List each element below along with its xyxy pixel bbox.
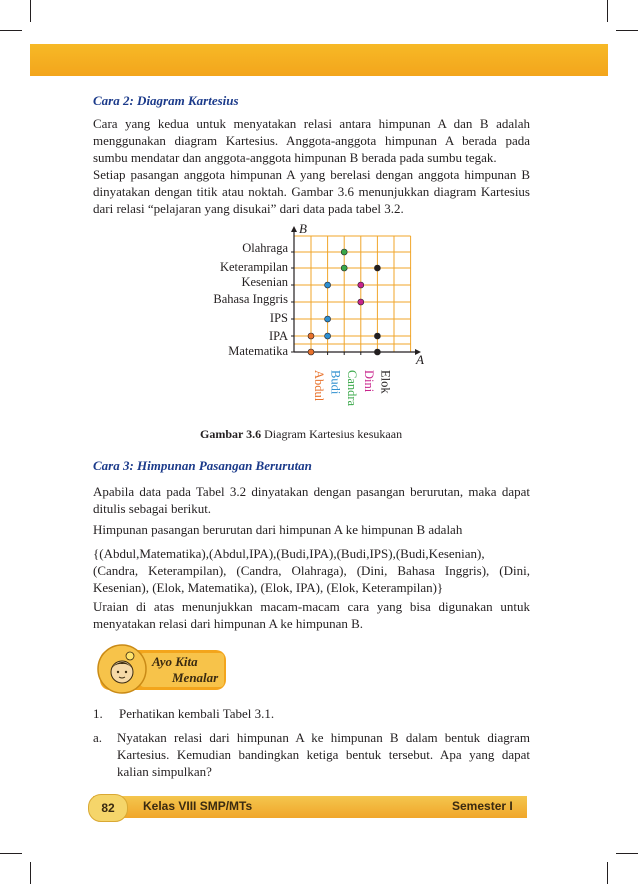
list-item-1 <box>93 705 530 722</box>
y-tick-label: IPA <box>269 329 288 343</box>
x-tick-label: Elok <box>378 370 393 394</box>
y-tick-label: Olahraga <box>242 241 288 255</box>
x-tick-label: Abdul <box>312 370 326 402</box>
x-tick-label: Dini <box>361 370 376 393</box>
data-point <box>325 282 331 288</box>
paragraph-cara3: Apabila data pada Tabel 3.2 dinyatakan dengan pasangan berurutan, maka dapat ditulis sebagai berikut. <box>93 484 530 516</box>
data-point <box>308 349 314 355</box>
data-point <box>341 249 347 255</box>
data-point <box>358 299 364 305</box>
data-point <box>374 349 380 355</box>
data-point <box>325 316 331 322</box>
y-tick-label: IPS <box>269 311 288 325</box>
paragraph-uraian: Uraian di atas menunjukkan macam-macam cara yang bisa digunakan untuk menyatakan relasi dari himpunan A ke himpunan B. <box>93 599 530 631</box>
paragraph-himpunan: Himpunan pasangan berurutan dari himpunan A ke himpunan B adalah <box>93 522 463 537</box>
data-point <box>341 265 347 271</box>
ayo-label-line2: Menalar <box>172 670 219 685</box>
page-number: 82 <box>88 794 128 822</box>
y-axis-label: B <box>299 221 307 236</box>
data-point <box>325 333 331 339</box>
footer-class-label: Kelas VIII SMP/MTs <box>143 799 253 813</box>
paragraph-points: Setiap pasangan anggota himpunan A yang berelasi dengan anggota himpunan B dinyatakan dengan titik atau noktah. Gambar 3.6 menunjukkan diagram Kartesius dari relasi “pelajaran yang disukai” dari data pada tabel 3.2. <box>93 167 530 216</box>
data-point <box>358 282 364 288</box>
figure-caption <box>200 427 402 442</box>
y-tick-label: Keterampilan <box>219 260 288 274</box>
data-point <box>374 333 380 339</box>
y-tick-label: Kesenian <box>241 275 288 289</box>
data-point <box>374 265 380 271</box>
y-tick-label: Bahasa Inggris <box>213 292 288 306</box>
x-tick-label: Budi <box>328 370 343 395</box>
ayo-label-line1: Ayo Kita <box>152 654 198 669</box>
list-item-a <box>93 729 530 779</box>
list-item-1-text: Perhatikan kembali Tabel 3.1. <box>119 706 275 721</box>
data-point <box>308 333 314 339</box>
list-item-a-label: a. <box>93 730 103 745</box>
list-item-a-text: Nyatakan relasi dari himpunan A ke himpunan B dalam bentuk diagram Kartesius. Kemudian bandingkan ketiga bentuk tersebut. Apa yang dapat kalian simpulkan? <box>117 730 530 779</box>
x-axis-label: A <box>416 352 424 367</box>
caption-label: Gambar 3.6 <box>200 427 262 441</box>
caption-text: Diagram Kartesius kesukaan <box>261 427 403 441</box>
heading-cara3: Cara 3: Himpunan Pasangan Berurutan <box>93 458 312 473</box>
heading-cara2: Cara 2: Diagram Kartesius <box>93 93 239 108</box>
footer-semester-label: Semester I <box>452 799 513 813</box>
list-item-1-number: 1. <box>93 706 103 721</box>
x-tick-label: Candra <box>345 370 360 407</box>
paragraph-pairs: {(Abdul,Matematika),(Abdul,IPA),(Budi,IPA),(Budi,IPS),(Budi,Kesenian), (Candra, Keterampilan), (Candra, Olahraga), (Dini, Bahasa Inggris), (Dini, Kesenian), (Elok, Matematika), (Elok, IPA), (Elok, Keterampilan)} <box>93 546 530 595</box>
paragraph-intro: Cara yang kedua untuk menyatakan relasi antara himpunan A dan B adalah menggunakan diagram Kartesius. Anggota-anggota himpunan A berada pada sumbu mendatar dan anggota-anggota himpunan B berada pada sumbu tegak. <box>93 116 530 165</box>
y-tick-label: Matematika <box>228 344 288 358</box>
y-axis-arrow <box>291 226 297 232</box>
thinking-person-icon <box>96 643 148 695</box>
